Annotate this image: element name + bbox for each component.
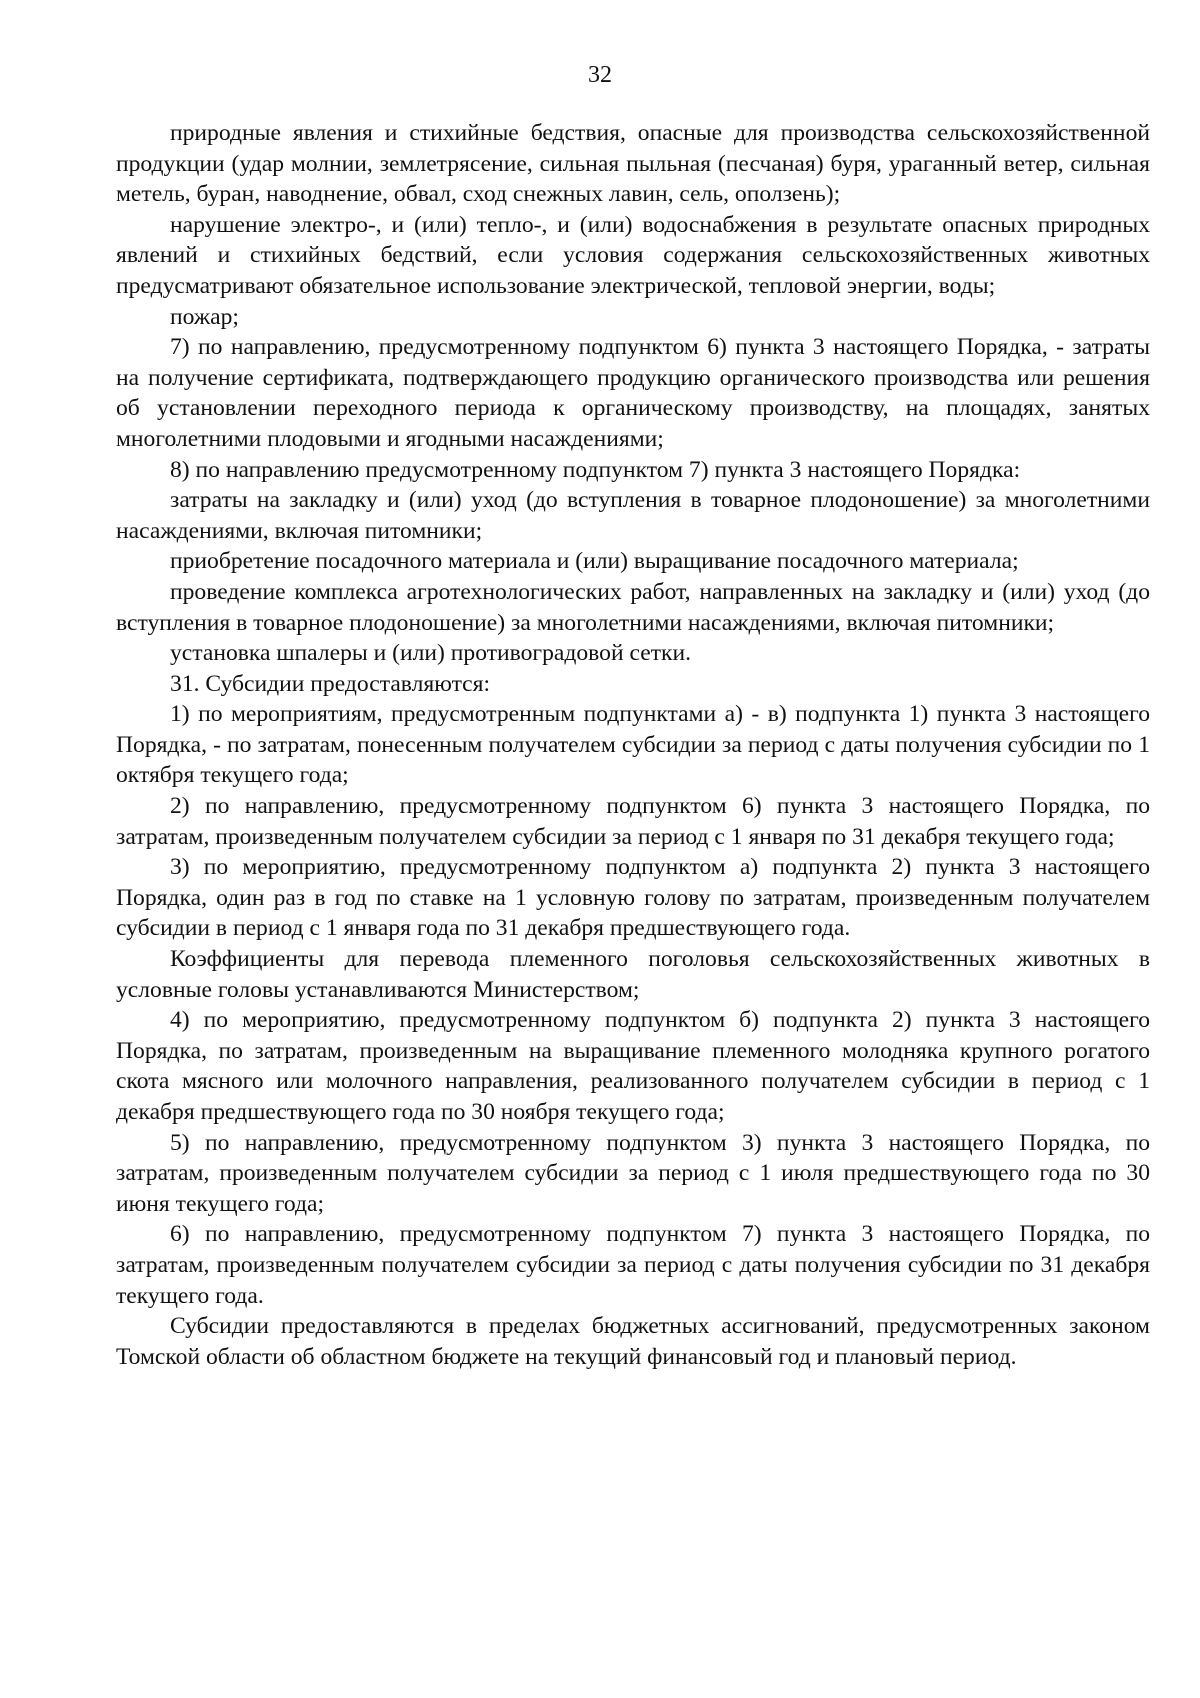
paragraph: 31. Субсидии предоставляются: [170, 670, 491, 697]
paragraph: 3) по мероприятию, предусмотренному подпунктом а) подпункта 2) пункта 3 настоящего Порядка, один раз в год по ставке на 1 условную голову по затратам, произведенным получателем субсидии в период с 1 января года по 31 декабря предшествующего года. [116, 854, 1150, 942]
paragraph: Коэффициенты для перевода племенного поголовья сельскохозяйственных животных в условные головы устанавливаются Министерством; [116, 946, 1150, 1003]
paragraph: 1) по мероприятиям, предусмотренным подпунктами а) - в) подпункта 1) пункта 3 настоящего Порядка, - по затратам, понесенным получателем субсидии за период с даты получения субсидии по 1 октября текущего года; [116, 701, 1150, 789]
page-number: 32 [588, 62, 612, 88]
paragraph: пожар; [170, 303, 239, 330]
paragraph: 5) по направлению, предусмотренному подпунктом 3) пункта 3 настоящего Порядка, по затратам, произведенным получателем субсидии за период с 1 июля предшествующего года по 30 июня текущего года; [116, 1129, 1150, 1217]
paragraph: 2) по направлению, предусмотренному подпунктом 6) пункта 3 настоящего Порядка, по затратам, произведенным получателем субсидии за период с 1 января по 31 декабря текущего года; [116, 793, 1150, 850]
paragraph: природные явления и стихийные бедствия, опасные для производства сельскохозяйственной продукции (удар молнии, землетрясение, сильная пыльная (песчаная) буря, ураганный ветер, сильная метель, буран, наводнение, обвал, сход снежных лавин, сель, оползень); [116, 120, 1150, 208]
paragraph: Субсидии предоставляются в пределах бюджетных ассигнований, предусмотренных законом Томской области об областном бюджете на текущий финансовый год и плановый период. [116, 1313, 1150, 1370]
paragraph: приобретение посадочного материала и (или) выращивание посадочного материала; [170, 548, 1019, 575]
paragraph: нарушение электро-, и (или) тепло-, и (или) водоснабжения в результате опасных природных явлений и стихийных бедствий, если условия содержания сельскохозяйственных животных предусматривают обязательное использование электрической, тепловой энергии, воды; [116, 211, 1150, 299]
paragraph: установка шпалеры и (или) противоградовой сетки. [170, 640, 692, 667]
paragraph: 8) по направлению предусмотренному подпунктом 7) пункта 3 настоящего Порядка: [170, 456, 1021, 483]
paragraph: 6) по направлению, предусмотренному подпунктом 7) пункта 3 настоящего Порядка, по затратам, произведенным получателем субсидии за период с даты получения субсидии по 31 декабря текущего года. [116, 1221, 1150, 1309]
paragraph: 7) по направлению, предусмотренному подпунктом 6) пункта 3 настоящего Порядка, - затраты на получение сертификата, подтверждающего продукцию органического производства или решения об установлении переходного периода к органическому производству, на площадях, занятых многолетними плодовыми и ягодными насаждениями; [116, 334, 1150, 452]
paragraph: 4) по мероприятию, предусмотренному подпунктом б) подпункта 2) пункта 3 настоящего Порядка, по затратам, произведенным на выращивание племенного молодняка крупного рогатого скота мясного или молочного направления, реализованного получателем субсидии в период с 1 декабря предшествующего года по 30 ноября текущего года; [116, 1007, 1150, 1125]
paragraph: затраты на закладку и (или) уход (до вступления в товарное плодоношение) за многолетними насаждениями, включая питомники; [116, 487, 1150, 544]
document-body [116, 118, 1150, 1372]
paragraph: проведение комплекса агротехнологических работ, направленных на закладку и (или) уход (до вступления в товарное плодоношение) за многолетними насаждениями, включая питомники; [116, 578, 1150, 636]
